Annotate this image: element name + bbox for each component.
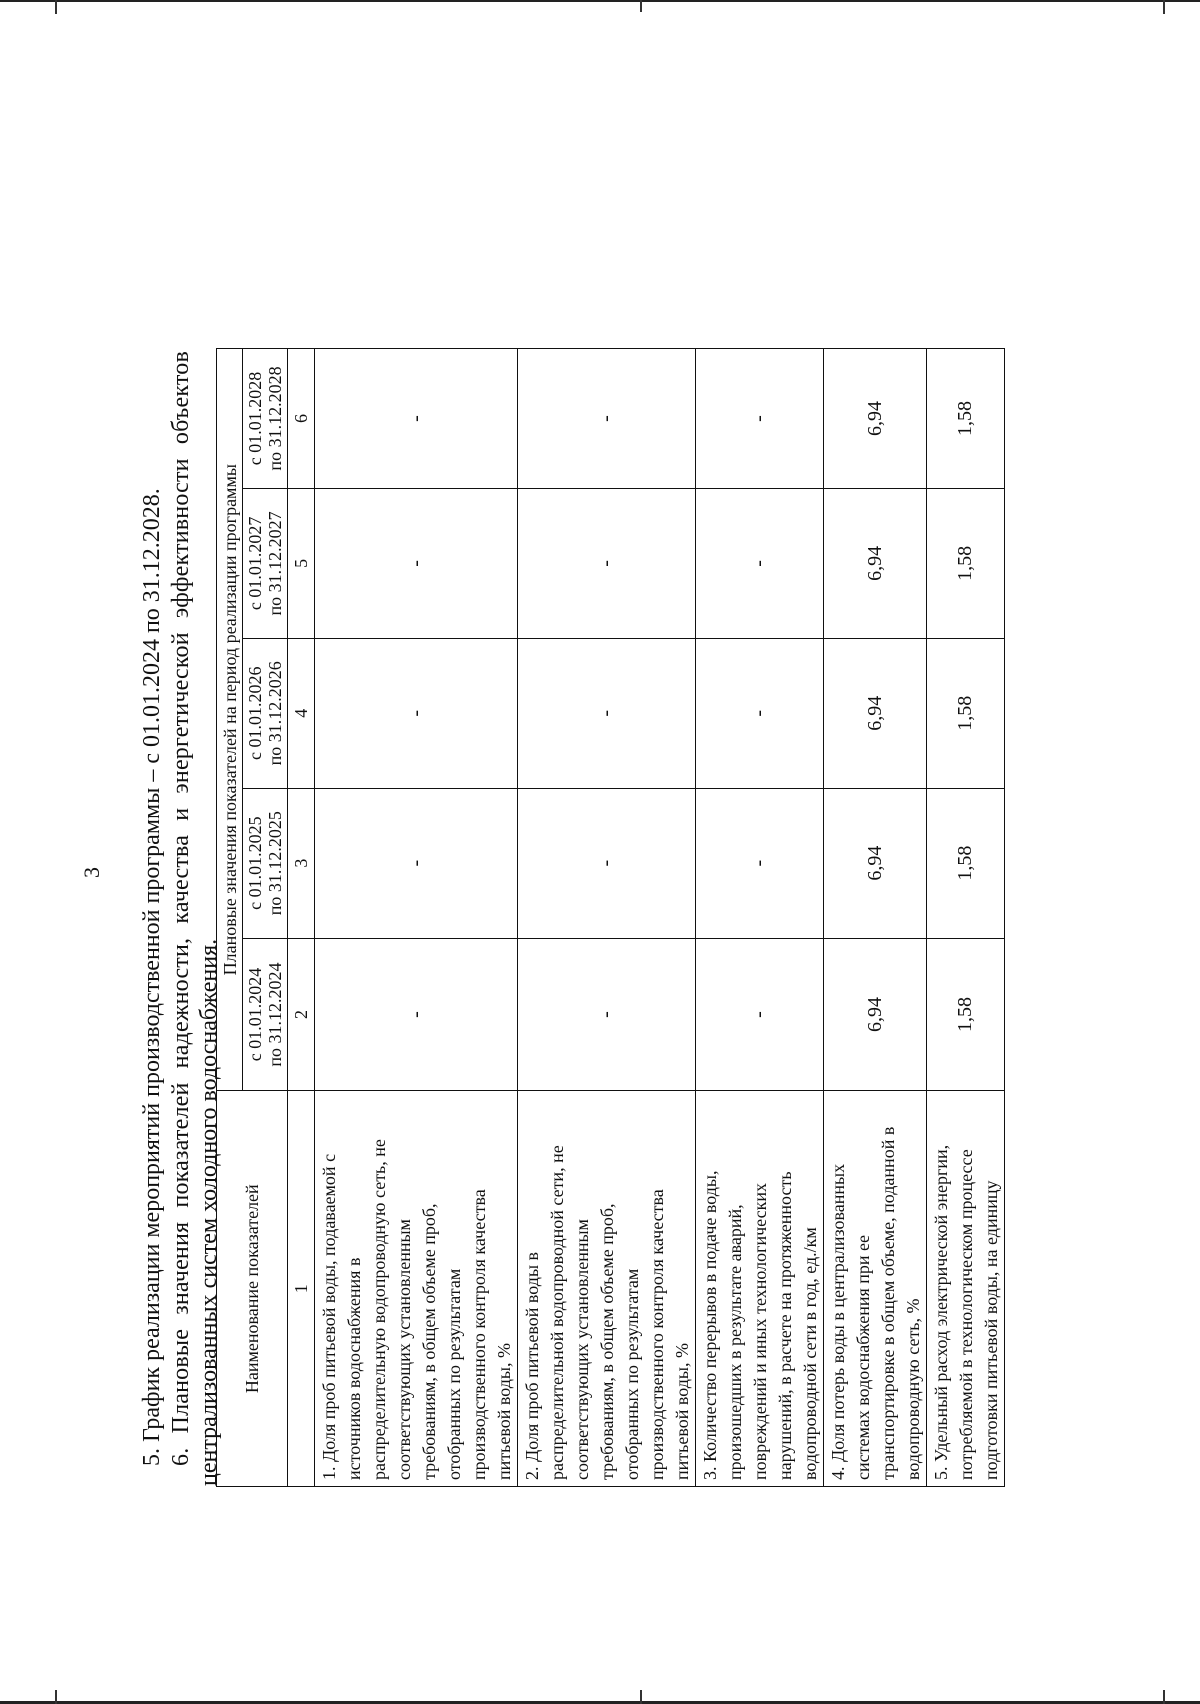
indicator-value: - — [315, 638, 518, 788]
indicator-name-line: 1. Доля проб питьевой воды, подаваемой с — [319, 1153, 339, 1480]
indicator-name-line: 3. Количество перерывов в подаче воды, — [700, 1170, 720, 1480]
indicator-name-line: производственного контроля качества — [647, 1189, 667, 1480]
period-to: по 31.12.2027 — [265, 511, 285, 616]
indicator-value: - — [315, 349, 518, 489]
indicator-name-line: нарушений, в расчете на протяженность — [775, 1171, 795, 1480]
indicator-name-line: системах водоснабжения при ее — [853, 1235, 873, 1480]
header-period — [243, 638, 288, 788]
period-to: по 31.12.2024 — [265, 962, 285, 1067]
indicator-name-line: отобранных по результатам — [444, 1268, 464, 1480]
indicator-name-line: питьевой воды, % — [494, 1343, 514, 1480]
section-6-heading: 6. Плановые значения показателей надежности, качества и энергетической эффективности объектов — [168, 351, 194, 1466]
indicators-table — [216, 348, 1005, 1487]
indicator-value: 6,94 — [824, 938, 927, 1091]
indicator-value: - — [518, 788, 696, 938]
indicator-name-line: отобранных по результатам — [622, 1268, 642, 1480]
period-to: по 31.12.2028 — [265, 366, 285, 471]
table-row — [927, 349, 1005, 1487]
indicator-value: 6,94 — [824, 349, 927, 489]
indicator-name-line: потребляемой в технологическом процессе — [956, 1149, 976, 1480]
page-number: 3 — [79, 867, 104, 878]
indicator-value: 6,94 — [824, 638, 927, 788]
column-number: 2 — [288, 938, 315, 1091]
period-from: с 01.01.2027 — [245, 516, 265, 611]
indicator-value: 6,94 — [824, 788, 927, 938]
section-5-heading: 5. График реализации мероприятий производственной программы – с 01.01.2024 по 31.12.2028. — [139, 488, 165, 1466]
header-planned-values: Плановые значения показателей на период реализации программы — [217, 349, 243, 1091]
indicator-value: - — [696, 349, 824, 489]
indicator-value: - — [696, 938, 824, 1091]
indicator-value: - — [518, 349, 696, 489]
indicator-name-cell — [315, 1091, 518, 1487]
indicator-name-line: соответствующих установленным — [572, 1219, 592, 1480]
indicator-name-line: повреждений и иных технологических — [750, 1183, 770, 1480]
indicator-name-cell — [824, 1091, 927, 1487]
period-from: с 01.01.2025 — [245, 816, 265, 910]
indicator-value: 6,94 — [824, 488, 927, 638]
period-from: с 01.01.2024 — [245, 967, 265, 1062]
column-number: 5 — [288, 488, 315, 638]
indicator-value: 1,58 — [927, 938, 1005, 1091]
header-period — [243, 349, 288, 489]
indicator-value: - — [315, 938, 518, 1091]
indicator-name-line: производственного контроля качества — [469, 1189, 489, 1480]
indicator-value: - — [696, 488, 824, 638]
indicator-value: - — [518, 638, 696, 788]
indicator-name-line: транспортировке в общем объеме, поданной в — [878, 1126, 898, 1480]
indicator-value: - — [518, 488, 696, 638]
indicator-name-line: распределительную водопроводную сеть, не — [369, 1139, 389, 1480]
indicator-name-line: источников водоснабжения в — [344, 1257, 364, 1480]
indicator-value: - — [518, 938, 696, 1091]
indicator-name-line: соответствующих установленным — [394, 1219, 414, 1480]
section-6-heading-continuation: централизованных систем холодного водоснабжения. — [196, 938, 222, 1486]
indicator-value: - — [696, 788, 824, 938]
period-to: по 31.12.2026 — [265, 661, 285, 766]
table-row — [315, 349, 518, 1487]
indicator-name-cell — [518, 1091, 696, 1487]
indicator-name-line: требованиям, в общем объеме проб, — [419, 1203, 439, 1480]
indicator-name-cell — [927, 1091, 1005, 1487]
indicator-value: 1,58 — [927, 488, 1005, 638]
table-row — [518, 349, 696, 1487]
indicator-value: - — [315, 788, 518, 938]
indicator-name-line: водопроводной сети в год, ед./км — [800, 1227, 820, 1480]
column-number: 4 — [288, 638, 315, 788]
indicator-value: - — [315, 488, 518, 638]
indicator-name-line: подготовки питьевой воды, на единицу — [981, 1180, 1001, 1480]
indicator-name-line: 4. Доля потерь воды в централизованных — [828, 1163, 848, 1480]
indicator-name-line: распределительной водопроводной сети, не — [547, 1145, 567, 1480]
column-number: 6 — [288, 349, 315, 489]
column-number: 3 — [288, 788, 315, 938]
header-period — [243, 488, 288, 638]
header-period — [243, 788, 288, 938]
indicator-value: 1,58 — [927, 638, 1005, 788]
period-from: с 01.01.2026 — [245, 666, 265, 761]
column-number: 1 — [288, 1091, 315, 1487]
table-row — [824, 349, 927, 1487]
indicator-name-line: водопроводную сеть, % — [903, 1298, 923, 1480]
indicator-name-line: 2. Доля проб питьевой воды в — [522, 1251, 542, 1480]
indicator-value: - — [696, 638, 824, 788]
period-to: по 31.12.2025 — [265, 811, 285, 916]
indicator-name-line: питьевой воды, % — [672, 1343, 692, 1480]
indicator-value: 1,58 — [927, 349, 1005, 489]
column-number-row — [288, 349, 315, 1487]
indicator-name-cell — [696, 1091, 824, 1487]
indicator-value: 1,58 — [927, 788, 1005, 938]
indicator-name-line: требованиям, в общем объеме проб, — [597, 1203, 617, 1480]
indicator-name-line: произошедших в результате аварий, — [725, 1204, 745, 1480]
indicator-name-line: 5. Удельный расход электрической энергии, — [931, 1144, 951, 1480]
header-indicator-name: Наименование показателей — [217, 1091, 288, 1487]
header-period — [243, 938, 288, 1091]
table-row — [696, 349, 824, 1487]
period-from: с 01.01.2028 — [245, 371, 265, 466]
